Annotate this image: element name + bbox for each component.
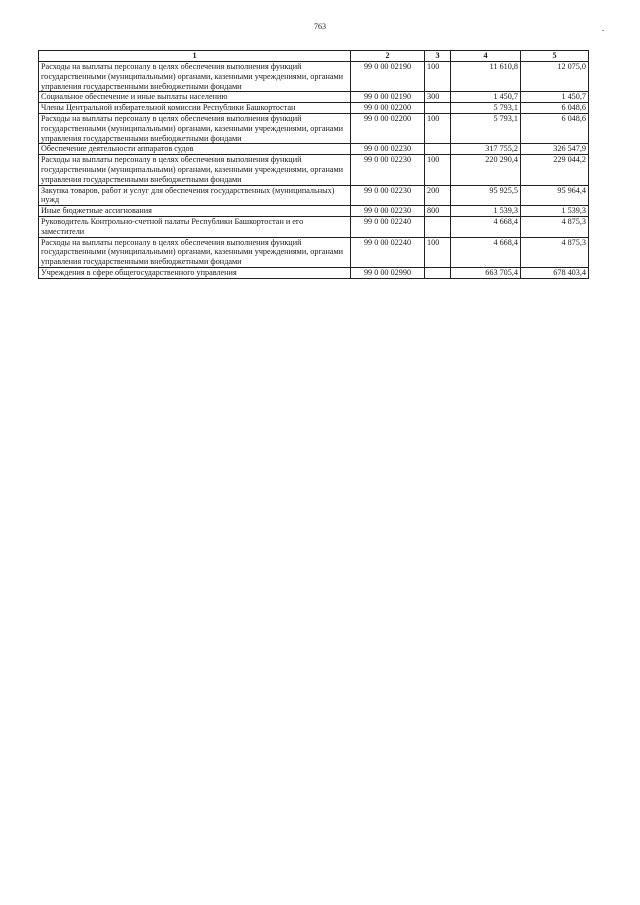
row-name: Учреждения в сфере общегосударственного управления	[39, 267, 351, 278]
table-row	[39, 144, 589, 155]
table-row	[39, 155, 589, 185]
row-code: 99 0 00 02230	[351, 155, 425, 185]
row-value-1: 220 290,4	[451, 155, 521, 185]
row-code: 99 0 00 02230	[351, 144, 425, 155]
table-row	[39, 237, 589, 267]
row-name: Руководитель Контрольно-счетной палаты Республики Башкортостан и его заместители	[39, 216, 351, 237]
row-type: 100	[425, 62, 451, 92]
header-col-1: 1	[39, 51, 351, 62]
row-value-2: 12 075,0	[521, 62, 589, 92]
row-value-1: 4 668,4	[451, 237, 521, 267]
row-type: 100	[425, 237, 451, 267]
row-value-2: 678 403,4	[521, 267, 589, 278]
row-value-1: 1 539,3	[451, 206, 521, 217]
table-row	[39, 216, 589, 237]
row-code: 99 0 00 02230	[351, 206, 425, 217]
row-name: Закупка товаров, работ и услуг для обеспечения государственных (муниципальных) нужд	[39, 185, 351, 206]
row-code: 99 0 00 02230	[351, 185, 425, 206]
row-value-1: 663 705,4	[451, 267, 521, 278]
row-value-2: 6 048,6	[521, 113, 589, 143]
row-value-2: 6 048,6	[521, 103, 589, 114]
row-type: 100	[425, 155, 451, 185]
scan-speck	[602, 30, 604, 31]
row-value-2: 1 539,3	[521, 206, 589, 217]
row-value-1: 4 668,4	[451, 216, 521, 237]
row-code: 99 0 00 02190	[351, 92, 425, 103]
row-type	[425, 144, 451, 155]
row-code: 99 0 00 02990	[351, 267, 425, 278]
row-value-2: 4 875,3	[521, 237, 589, 267]
header-col-4: 4	[451, 51, 521, 62]
row-type: 800	[425, 206, 451, 217]
table-row	[39, 62, 589, 92]
row-value-1: 11 610,8	[451, 62, 521, 92]
table-row	[39, 185, 589, 206]
row-value-2: 4 875,3	[521, 216, 589, 237]
row-code: 99 0 00 02200	[351, 113, 425, 143]
row-name: Расходы на выплаты персоналу в целях обеспечения выполнения функций государственными (муниципальными) органами, казенными учреждениями, органами управления государственными внебюджетными фондами	[39, 155, 351, 185]
row-value-2: 229 044,2	[521, 155, 589, 185]
table-row	[39, 113, 589, 143]
row-value-2: 95 964,4	[521, 185, 589, 206]
table-row	[39, 267, 589, 278]
row-type: 100	[425, 113, 451, 143]
row-value-1: 5 793,1	[451, 113, 521, 143]
row-value-2: 1 450,7	[521, 92, 589, 103]
row-code: 99 0 00 02240	[351, 216, 425, 237]
row-name: Иные бюджетные ассигнования	[39, 206, 351, 217]
header-col-3: 3	[425, 51, 451, 62]
row-code: 99 0 00 02200	[351, 103, 425, 114]
row-code: 99 0 00 02190	[351, 62, 425, 92]
row-type: 300	[425, 92, 451, 103]
table-body	[39, 62, 589, 279]
row-name: Социальное обеспечение и иные выплаты населению	[39, 92, 351, 103]
row-name: Расходы на выплаты персоналу в целях обеспечения выполнения функций государственными (муниципальными) органами, казенными учреждениями, органами управления государственными внебюджетными фондами	[39, 62, 351, 92]
table-row	[39, 92, 589, 103]
table-header-row	[39, 51, 589, 62]
row-type	[425, 103, 451, 114]
row-value-1: 5 793,1	[451, 103, 521, 114]
row-value-2: 326 547,9	[521, 144, 589, 155]
row-value-1: 1 450,7	[451, 92, 521, 103]
budget-table	[38, 50, 589, 279]
row-type	[425, 267, 451, 278]
row-value-1: 317 755,2	[451, 144, 521, 155]
row-name: Обеспечение деятельности аппаратов судов	[39, 144, 351, 155]
row-name: Члены Центральной избирательной комиссии Республики Башкортостан	[39, 103, 351, 114]
table-row	[39, 103, 589, 114]
row-name: Расходы на выплаты персоналу в целях обеспечения выполнения функций государственными (муниципальными) органами, казенными учреждениями, органами управления государственными внебюджетными фондами	[39, 237, 351, 267]
header-col-5: 5	[521, 51, 589, 62]
table-row	[39, 206, 589, 217]
row-code: 99 0 00 02240	[351, 237, 425, 267]
row-type	[425, 216, 451, 237]
header-col-2: 2	[351, 51, 425, 62]
row-name: Расходы на выплаты персоналу в целях обеспечения выполнения функций государственными (муниципальными) органами, казенными учреждениями, органами управления государственными внебюджетными фондами	[39, 113, 351, 143]
row-type: 200	[425, 185, 451, 206]
page-number: 763	[314, 22, 326, 31]
row-value-1: 95 925,5	[451, 185, 521, 206]
